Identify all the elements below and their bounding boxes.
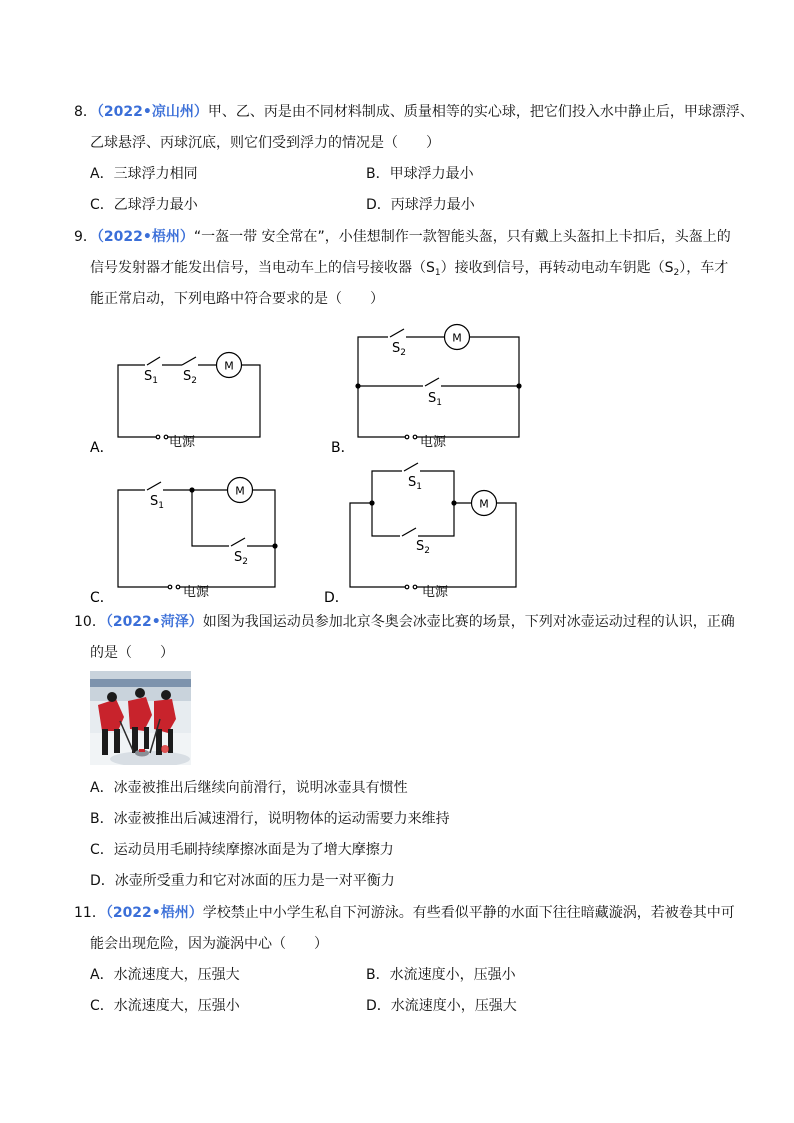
question-9-stem-line2: 信号发射器才能发出信号，当电动车上的信号接收器$(S_1)$接收到信号，再转动电动车钥匙$(S_2)$，车才 — [90, 260, 729, 278]
question-8-source: （2022•凉山州） — [96, 104, 208, 120]
circuit-c-junction-left — [189, 487, 194, 492]
circuit-c-label-s2: $S_2$ — [234, 550, 248, 567]
circuit-d-terminal-left — [405, 585, 409, 589]
question-10-option-c: C．运动员用毛刷持续摩擦冰面是为了增大摩擦力 — [90, 842, 394, 858]
circuit-d-bottom-branch-right — [418, 503, 454, 536]
circuit-c-wire-right — [180, 490, 275, 587]
question-11-option-d: D．水流速度小，压强大 — [366, 998, 517, 1014]
question-10-option-b: B．冰壶被推出后减速滑行，说明物体的运动需要力来维持 — [90, 811, 450, 827]
circuit-c-power-label: 电源 — [183, 585, 210, 600]
circuit-b-junction-right — [516, 383, 521, 388]
circuit-c-motor-label: M — [235, 484, 245, 498]
circuit-d-wire-left — [350, 503, 405, 587]
circuit-b-label-s1: $S_1$ — [428, 391, 442, 408]
question-8-option-b: B．甲球浮力最小 — [366, 166, 474, 182]
junction-dots — [189, 383, 521, 548]
question-8-stem-line1: 8．（2022•凉山州）甲、乙、丙是由不同材料制成、质量相等的实心球，把它们投入水中静止后，甲球漂浮、 — [74, 104, 754, 120]
circuit-d-bottom-branch-left — [372, 503, 400, 536]
question-11-option-a: A．水流速度大，压强大 — [90, 967, 240, 983]
circuit-a — [118, 353, 260, 439]
circuit-a-label-s1: $S_1$ — [144, 369, 158, 386]
question-9-source: （2022•梧州） — [96, 229, 194, 245]
circuit-b-switch-s2 — [390, 329, 404, 337]
circuit-b-power-label: 电源 — [420, 435, 447, 450]
circuit-a-switch-s1 — [147, 357, 160, 365]
circuit-d-power-label: 电源 — [422, 585, 449, 600]
circuit-d-wire-right — [417, 503, 516, 587]
circuit-a-terminal-right — [164, 435, 168, 439]
circuit-b-terminal-right — [413, 435, 417, 439]
question-8-option-c: C．乙球浮力最小 — [90, 197, 198, 213]
circuit-c-branch-left — [192, 490, 229, 546]
question-11-stem-line1: 11．（2022•梧州）学校禁止中小学生私自下河游泳。有些看似平静的水面下往往暗藏漩涡，若被卷其中可 — [74, 905, 735, 921]
question-10-source: （2022•菏泽） — [105, 614, 203, 630]
circuit-c-junction-right — [272, 543, 277, 548]
circuit-b — [358, 325, 519, 439]
circuit-c-switch-s2 — [231, 538, 245, 546]
circuit-d-junction-right — [451, 500, 456, 505]
question-9-stem-line1: 9．（2022•梧州）“一盔一带 安全常在”，小佳想制作一款智能头盔，只有戴上头盔扣上卡扣后，头盔上的 — [74, 229, 731, 245]
circuit-option-b: B． — [331, 440, 355, 456]
circuit-b-switch-s1 — [425, 378, 439, 386]
circuit-b-junction-left — [355, 383, 360, 388]
circuit-b-label-s2: $S_2$ — [392, 341, 406, 358]
circuit-d — [350, 463, 516, 589]
question-8-option-d: D．丙球浮力最小 — [366, 197, 475, 213]
circuit-a-switch-s2 — [182, 357, 196, 365]
question-11-stem-line2: 能会出现危险，因为漩涡中心（ ） — [90, 936, 328, 952]
circuit-c-label-s1: $S_1$ — [150, 494, 164, 511]
question-10-stem-line2: 的是（ ） — [90, 645, 174, 661]
circuit-b-wire-right — [417, 337, 519, 437]
circuit-d-label-s2: $S_2$ — [416, 539, 430, 556]
circuit-d-switch-s2 — [402, 528, 416, 536]
circuit-c-terminal-right — [176, 585, 180, 589]
question-9-stem-line3: 能正常启动，下列电路中符合要求的是（ ） — [90, 291, 384, 307]
circuit-c — [118, 478, 275, 589]
circuit-c-terminal-left — [168, 585, 172, 589]
circuit-d-top-branch-left — [372, 471, 402, 503]
circuit-a-wire-right — [168, 365, 260, 437]
question-10-stem-line1: 10．（2022•菏泽）如图为我国运动员参加北京冬奥会冰壶比赛的场景，下列对冰壶运动过程的认识，正确 — [74, 614, 735, 630]
question-8-option-a: A．三球浮力相同 — [90, 166, 198, 182]
question-11-source: （2022•梧州） — [105, 905, 203, 921]
circuit-d-motor-label: M — [479, 497, 489, 511]
circuit-b-terminal-left — [405, 435, 409, 439]
circuit-a-motor-label: M — [224, 359, 234, 373]
circuit-option-a: A． — [90, 440, 114, 456]
circuit-d-label-s1: $S_1$ — [408, 475, 422, 492]
question-11-option-b: B．水流速度小，压强小 — [366, 967, 516, 983]
question-10-option-a: A．冰壶被推出后继续向前滑行，说明冰壶具有惯性 — [90, 780, 408, 796]
circuit-a-label-s2: $S_2$ — [183, 369, 197, 386]
curling-photo — [90, 671, 191, 765]
circuit-d-switch-s1 — [404, 463, 418, 471]
circuit-a-power-label: 电源 — [169, 435, 196, 450]
circuit-b-motor-label: M — [452, 331, 462, 345]
question-8-stem-line2: 乙球悬浮、丙球沉底，则它们受到浮力的情况是（ ） — [90, 135, 440, 151]
circuit-d-terminal-right — [413, 585, 417, 589]
question-10-option-d: D．冰壶所受重力和它对冰面的压力是一对平衡力 — [90, 873, 395, 889]
circuit-c-switch-s1 — [147, 482, 161, 490]
circuit-d-top-branch-right — [420, 471, 454, 503]
circuit-a-terminal-left — [156, 435, 160, 439]
circuit-option-d: D． — [324, 590, 349, 606]
question-11-option-c: C．水流速度大，压强小 — [90, 998, 240, 1014]
circuit-d-junction-left — [369, 500, 374, 505]
circuit-option-c: C． — [90, 590, 114, 606]
